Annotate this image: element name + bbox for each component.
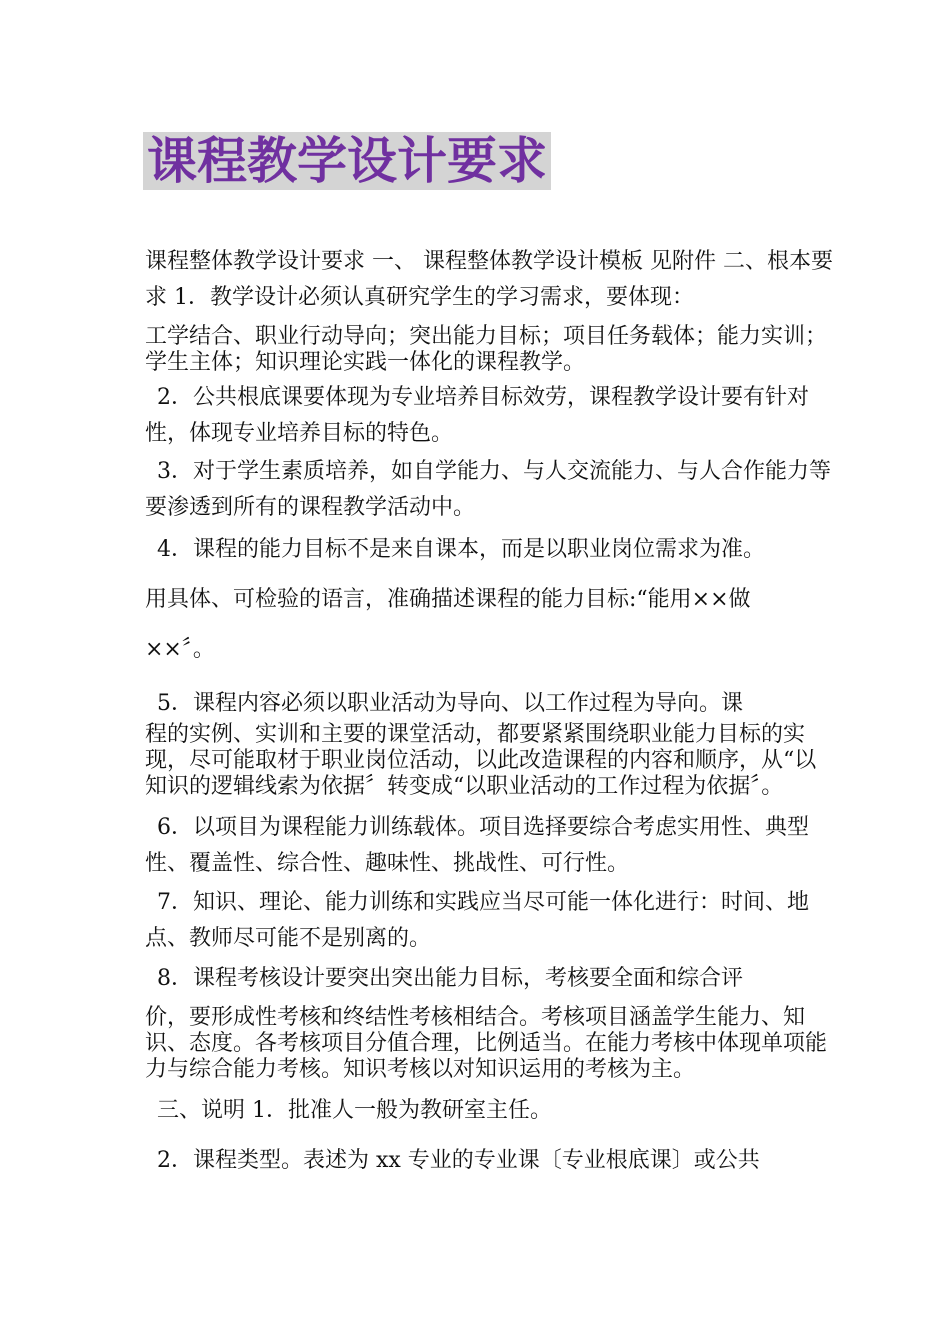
paragraph-intro: 课程整体教学设计要求 一、 课程整体教学设计模板 见附件 二、根本要求 1．教学设计必须认真研究学生的学习需求，要体现： xyxy=(145,249,833,310)
paragraph-item-4-continued: 用具体、可检验的语言，准确描述课程的能力目标:“能用××做 xyxy=(145,587,751,612)
paragraph-notes-item-2: 2．课程类型。表述为 xx 专业的专业课〔专业根底课〕或公共 xyxy=(157,1148,760,1173)
paragraph-item-7: 7．知识、理论、能力训练和实践应当尽可能一体化进行：时间、地点、教师尽可能不是别离的。 xyxy=(145,890,809,951)
paragraph-notes: 三、说明 1．批准人一般为教研室主任。 xyxy=(157,1098,552,1123)
paragraph-item-6: 6．以项目为课程能力训练载体。项目选择要综合考虑实用性、典型性、覆盖性、综合性、趣味性、挑战性、可行性。 xyxy=(145,815,809,876)
paragraph-item-5-continued: 程的实例、实训和主要的课堂活动，都要紧紧围绕职业能力目标的实现，尽可能取材于职业岗位活动，以此改造课程的内容和顺序，从“以知识的逻辑线索为依据〞转变成“以职业活动的工作过程为依据〞。 xyxy=(145,722,817,799)
document-body xyxy=(145,244,835,1179)
paragraph-item-5: 5．课程内容必须以职业活动为导向、以工作过程为导向。课 xyxy=(157,691,743,716)
document-title: 课程教学设计要求 xyxy=(143,132,551,190)
paragraph-item-8: 8．课程考核设计要突出突出能力目标，考核要全面和综合评 xyxy=(157,966,743,991)
paragraph-item-8-continued: 价，要形成性考核和终结性考核相结合。考核项目涵盖学生能力、知识、态度。各考核项目分值合理，比例适当。在能力考核中体现单项能力与综合能力考核。知识考核以对知识运用的考核为主。 xyxy=(145,1005,828,1082)
paragraph-item-2: 2．公共根底课要体现为专业培养目标效劳，课程教学设计要有针对性，体现专业培养目标的特色。 xyxy=(145,385,809,446)
paragraph-item-3: 3．对于学生素质培养，如自学能力、与人交流能力、与人合作能力等要渗透到所有的课程教学活动中。 xyxy=(145,459,831,520)
paragraph-item-4: 4．课程的能力目标不是来自课本，而是以职业岗位需求为准。 xyxy=(157,537,765,562)
paragraph-item-4-end: ××〞。 xyxy=(145,637,215,662)
paragraph-intro-continued: 工学结合、职业行动导向；突出能力目标；项目任务载体；能力实训；学生主体；知识理论实践一体化的课程教学。 xyxy=(145,324,828,375)
